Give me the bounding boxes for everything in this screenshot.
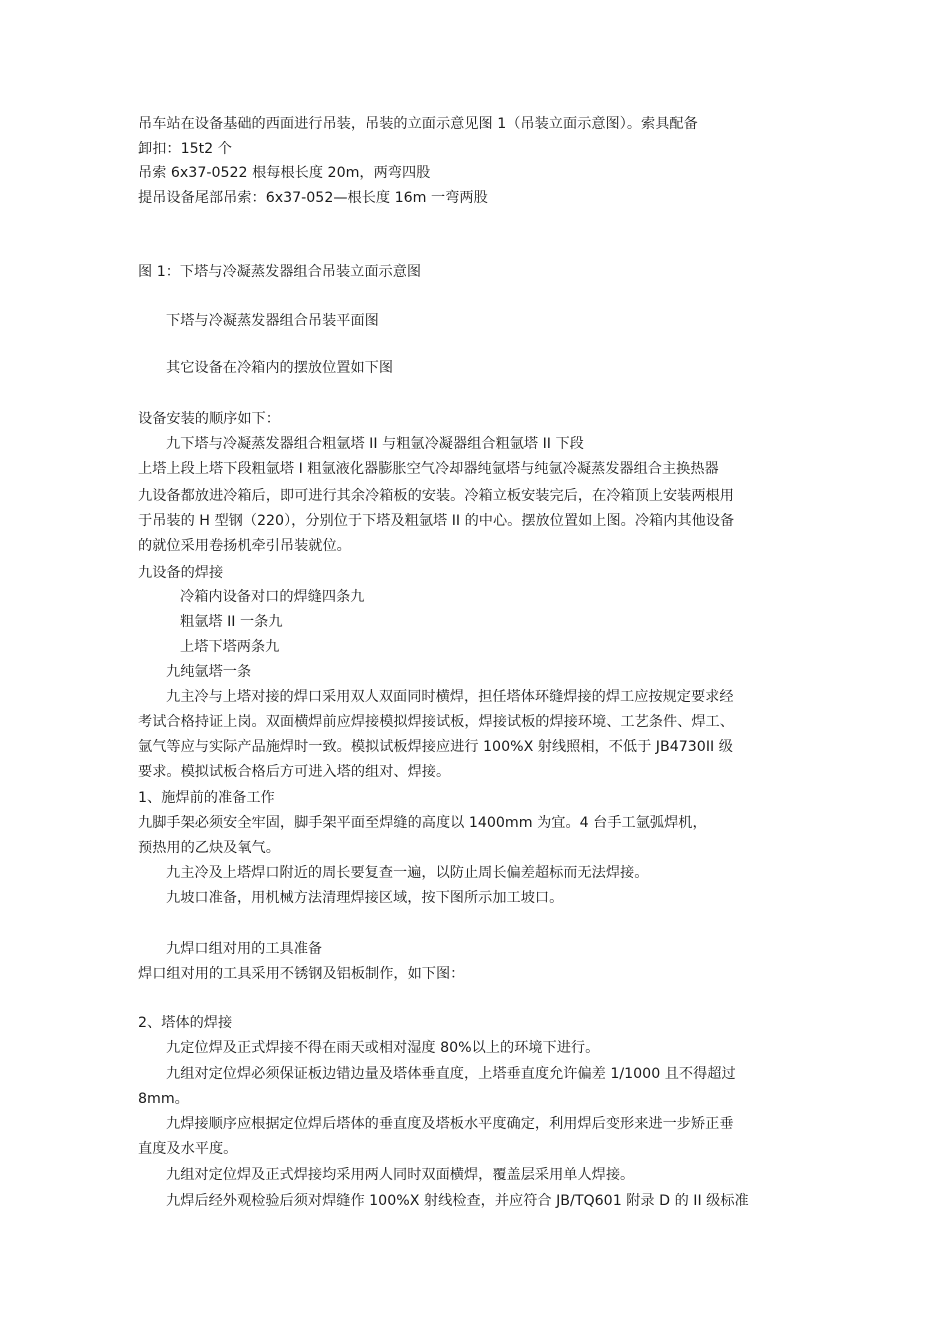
text-line-8: 设备安装的顺序如下：	[138, 411, 280, 427]
text-line-2: 卸扣：15t2 个	[138, 141, 232, 157]
text-line-32: 九组对定位焊必须保证板边错边量及塔体垂直度，上塔垂直度允许偏差 1/1000 且不得超过	[166, 1066, 736, 1082]
text-line-18: 九纯氩塔一条	[166, 664, 252, 680]
text-line-15: 冷箱内设备对口的焊缝四条九	[180, 589, 365, 605]
text-line-9: 九下塔与冷凝蒸发器组合粗氩塔 II 与粗氩冷凝器组合粗氩塔 II 下段	[166, 436, 584, 452]
text-line-10: 上塔上段上塔下段粗氩塔 I 粗氩液化器膨胀空气冷却器纯氩塔与纯氩冷凝蒸发器组合主换热器	[138, 461, 719, 477]
text-line-34: 九焊接顺序应根据定位焊后塔体的垂直度及塔板水平度确定，利用焊后变形来进一步矫正垂	[166, 1116, 734, 1132]
figure-1-caption: 图 1：下塔与冷凝蒸发器组合吊装立面示意图	[138, 264, 422, 280]
text-line-3: 吊索 6x37-0522 根每根长度 20m，两弯四股	[138, 165, 431, 181]
section-1-heading: 1、施焊前的准备工作	[138, 790, 275, 806]
placement-caption: 其它设备在冷箱内的摆放位置如下图	[166, 360, 394, 376]
text-line-11: 九设备都放进冷箱后，即可进行其余冷箱板的安装。冷箱立板安装完后，在冷箱顶上安装两根用	[138, 488, 734, 504]
text-line-12: 于吊装的 H 型钢（220），分别位于下塔及粗氩塔 II 的中心。摆放位置如上图。冷箱内其他设备	[138, 513, 735, 529]
text-line-1: 吊车站在设备基础的西面进行吊装，吊装的立面示意见图 1（吊装立面示意图）。索具配备	[138, 116, 698, 132]
text-line-20: 考试合格持证上岗。双面横焊前应焊接模拟焊接试板，焊接试板的焊接环境、工艺条件、焊工、	[138, 714, 734, 730]
text-line-29: 焊口组对用的工具采用不锈钢及铝板制作，如下图：	[138, 966, 465, 982]
text-line-22: 要求。模拟试板合格后方可进入塔的组对、焊接。	[138, 764, 451, 780]
text-line-16: 粗氩塔 II 一条九	[180, 614, 283, 630]
text-line-27: 九坡口准备，用机械方法清理焊接区域，按下图所示加工坡口。	[166, 890, 564, 906]
section-welding-heading: 九设备的焊接	[138, 565, 224, 581]
text-line-17: 上塔下塔两条九	[180, 639, 280, 655]
text-line-21: 氩气等应与实际产品施焊时一致。模拟试板焊接应进行 100%X 射线照相，不低于 JB4730II 级	[138, 739, 733, 755]
text-line-4: 提吊设备尾部吊索：6x37-052—根长度 16m 一弯两股	[138, 190, 488, 206]
section-2-heading: 2、塔体的焊接	[138, 1015, 233, 1031]
text-line-13: 的就位采用卷扬机牵引吊装就位。	[138, 538, 351, 554]
text-line-33: 8mm。	[138, 1091, 189, 1107]
text-line-28: 九焊口组对用的工具准备	[166, 941, 323, 957]
text-line-24: 九脚手架必须安全牢固，脚手架平面至焊缝的高度以 1400mm 为宜。4 台手工氩弧焊机，	[138, 815, 707, 831]
text-line-31: 九定位焊及正式焊接不得在雨天或相对湿度 80%以上的环境下进行。	[166, 1040, 600, 1056]
text-line-36: 九组对定位焊及正式焊接均采用两人同时双面横焊，覆盖层采用单人焊接。	[166, 1167, 635, 1183]
text-line-26: 九主冷及上塔焊口附近的周长要复查一遍，以防止周长偏差超标而无法焊接。	[166, 865, 649, 881]
text-line-25: 预热用的乙炔及氧气。	[138, 840, 280, 856]
text-line-35: 直度及水平度。	[138, 1141, 238, 1157]
plan-view-caption: 下塔与冷凝蒸发器组合吊装平面图	[166, 313, 379, 329]
text-line-37: 九焊后经外观检验后须对焊缝作 100%X 射线检查，并应符合 JB/TQ601 附录 D 的 II 级标准	[166, 1193, 749, 1209]
text-line-19: 九主冷与上塔对接的焊口采用双人双面同时横焊，担任塔体环缝焊接的焊工应按规定要求经	[166, 689, 734, 705]
